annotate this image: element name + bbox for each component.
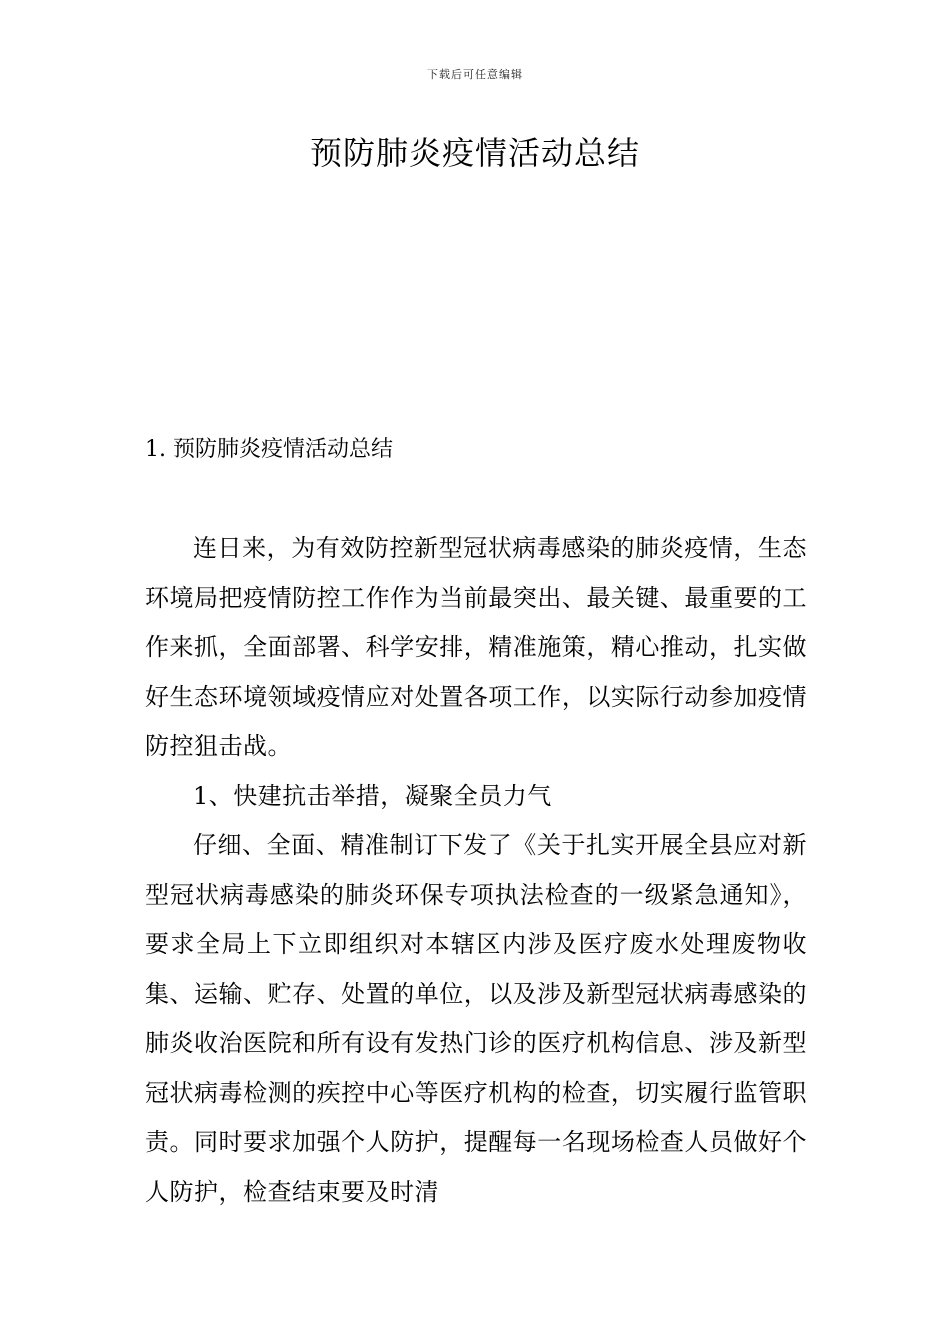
document-title: 预防肺炎疫情活动总结 — [309, 134, 640, 172]
header-note: 下载后可任意编辑 — [427, 68, 523, 81]
body-text — [145, 524, 807, 1217]
paragraph-intro: 连日来，为有效防控新型冠状病毒感染的肺炎疫情，生态环境局把疫情防控工作作为当前最突出、最关键、最重要的工作来抓，全面部署、科学安排，精准施策，精心推动，扎实做好生态环境领域疫情应对处置各项工作，以实际行动参加疫情防控狙击战。 — [145, 534, 807, 760]
paragraph-subheading: 1、快建抗击举措，凝聚全员力气 — [193, 781, 552, 810]
paragraph-details: 仔细、全面、精准制订下发了《关于扎实开展全县应对新型冠状病毒感染的肺炎环保专项执法检查的一级紧急通知》，要求全局上下立即组织对本辖区内涉及医疗废水处理废物收集、运输、贮存、处置的单位，以及涉及新型冠状病毒感染的肺炎收治医院和所有设有发热门诊的医疗机构信息、涉及新型冠状病毒检测的疾控中心等医疗机构的检查，切实履行监管职责。同时要求加强个人防护，提醒每一名现场检查人员做好个人防护，检查结束要及时清 — [145, 831, 807, 1206]
section-heading: 1. 预防肺炎疫情活动总结 — [145, 437, 393, 462]
